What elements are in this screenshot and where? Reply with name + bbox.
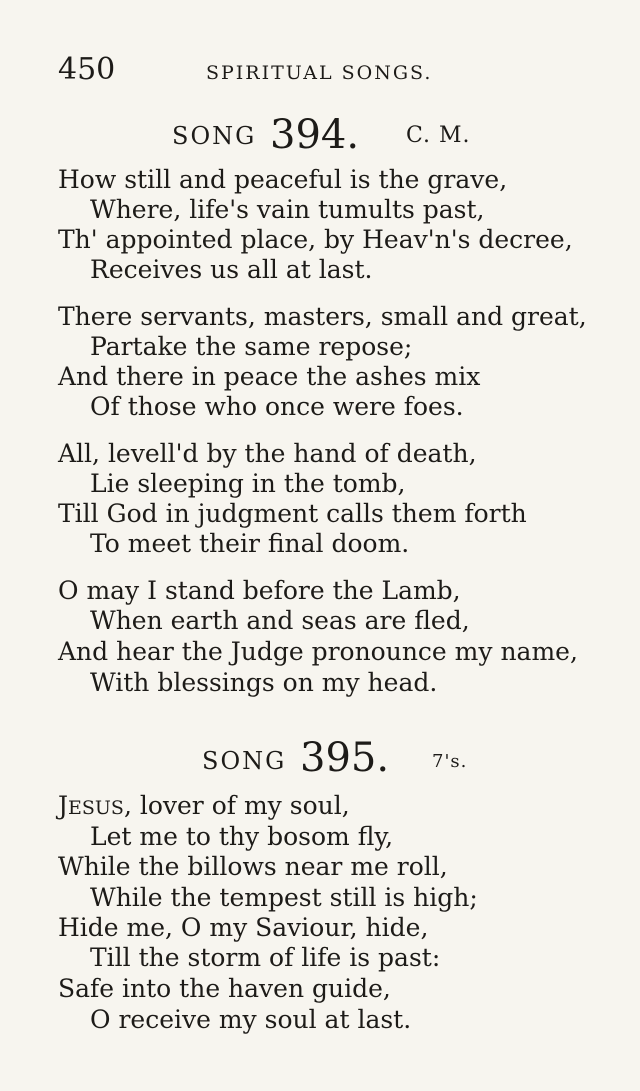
verse-line: Of those who once were foes. — [90, 392, 464, 421]
verse-line: Till the storm of life is past: — [90, 943, 441, 972]
verse-line: While the billows near me roll, — [58, 852, 448, 881]
verse-line: And there in peace the ashes mix — [58, 362, 481, 391]
verse-line: Let me to thy bosom fly, — [90, 822, 394, 851]
page-header — [58, 52, 610, 92]
verse-line: With blessings on my head. — [90, 668, 438, 697]
running-head: SPIRITUAL SONGS. — [206, 62, 433, 84]
verse-line: Safe into the haven guide, — [58, 974, 391, 1003]
verse-line: Receives us all at last. — [90, 255, 373, 284]
verse-line: Lie sleeping in the tomb, — [90, 469, 406, 498]
verse-line: All, levell'd by the hand of death, — [58, 439, 477, 468]
verse-line: O receive my soul at last. — [90, 1005, 412, 1034]
verse-line: To meet their final doom. — [90, 529, 410, 558]
song-number: 395. — [300, 735, 390, 781]
verse-line-first — [58, 791, 350, 823]
song-394-heading — [0, 112, 640, 162]
song-label: SONG — [172, 122, 257, 150]
verse-line: Where, life's vain tumults past, — [90, 195, 485, 224]
song-number: 394. — [270, 112, 360, 158]
verse-line: There servants, masters, small and great, — [58, 302, 587, 331]
verse-line: Hide me, O my Saviour, hide, — [58, 913, 429, 942]
verse-line: Th' appointed place, by Heav'n's decree, — [58, 225, 573, 254]
small-caps-word: ESUS — [68, 797, 124, 819]
song-meter: 7's. — [432, 751, 468, 772]
first-line-rest: , lover of my soul, — [123, 791, 350, 820]
song-meter: C. M. — [406, 123, 471, 148]
verse-line: When earth and seas are fled, — [90, 606, 470, 635]
initial-capital: J — [58, 791, 69, 820]
verse-line: Partake the same repose; — [90, 332, 413, 361]
verse-line: Till God in judgment calls them forth — [58, 499, 527, 528]
page-number: 450 — [58, 52, 116, 87]
song-label: SONG — [202, 747, 287, 775]
verse-line: How still and peaceful is the grave, — [58, 165, 508, 194]
song-395-heading — [0, 735, 640, 785]
verse-line: And hear the Judge pronounce my name, — [58, 637, 578, 666]
verse-line: O may I stand before the Lamb, — [58, 576, 461, 605]
verse-line: While the tempest still is high; — [90, 883, 478, 912]
